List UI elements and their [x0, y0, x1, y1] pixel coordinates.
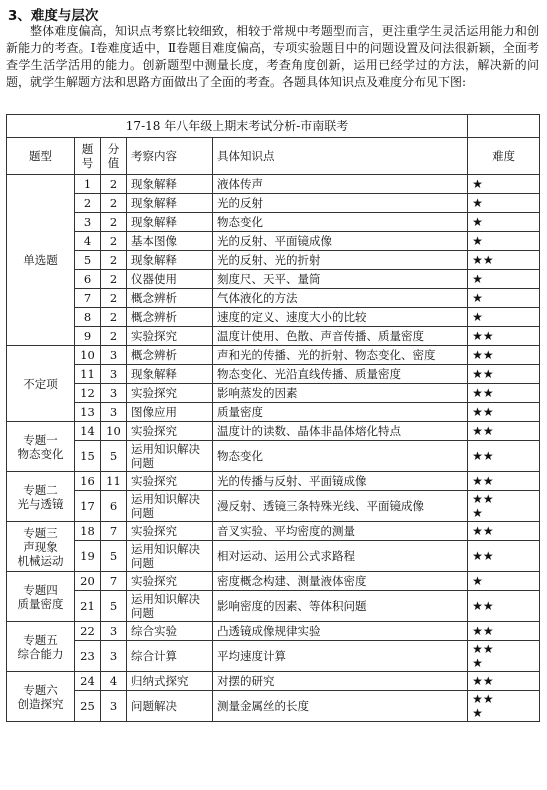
exam-content-cell: 现象解释: [127, 175, 213, 194]
knowledge-point-cell: 气体液化的方法: [213, 289, 468, 308]
question-type-cell: 不定项: [7, 346, 75, 422]
knowledge-point-cell: 液体传声: [213, 175, 468, 194]
table-row: [7, 541, 540, 572]
knowledge-point-cell: 声和光的传播、光的折射、物态变化、密度: [213, 346, 468, 365]
table-row: [7, 472, 540, 491]
knowledge-point-cell: 刻度尺、天平、量筒: [213, 270, 468, 289]
knowledge-point-cell: 温度计的读数、晶体非晶体熔化特点: [213, 422, 468, 441]
score-cell: 2: [101, 232, 127, 251]
exam-content-cell: 问题解决: [127, 691, 213, 722]
score-cell: 10: [101, 422, 127, 441]
score-cell: 2: [101, 175, 127, 194]
exam-content-cell: 基本图像: [127, 232, 213, 251]
question-number-cell: 15: [75, 441, 101, 472]
score-cell: 2: [101, 308, 127, 327]
knowledge-point-cell: 质量密度: [213, 403, 468, 422]
exam-content-cell: 归纳式探究: [127, 672, 213, 691]
difficulty-cell: ★★: [468, 541, 540, 572]
difficulty-cell: ★★ ★: [468, 691, 540, 722]
exam-content-cell: 运用知识解决问题: [127, 491, 213, 522]
knowledge-point-cell: 温度计使用、色散、声音传播、质量密度: [213, 327, 468, 346]
score-cell: 2: [101, 270, 127, 289]
exam-content-cell: 实验探究: [127, 522, 213, 541]
difficulty-cell: ★★: [468, 327, 540, 346]
question-number-cell: 20: [75, 572, 101, 591]
question-number-cell: 25: [75, 691, 101, 722]
knowledge-point-cell: 凸透镜成像规律实验: [213, 622, 468, 641]
difficulty-cell: ★★: [468, 622, 540, 641]
question-number-cell: 5: [75, 251, 101, 270]
question-number-cell: 1: [75, 175, 101, 194]
table-row: [7, 572, 540, 591]
exam-analysis-table: [6, 114, 540, 722]
difficulty-cell: ★: [468, 270, 540, 289]
score-cell: 3: [101, 346, 127, 365]
knowledge-point-cell: 光的反射: [213, 194, 468, 213]
question-number-cell: 18: [75, 522, 101, 541]
question-type-cell: 专题四 质量密度: [7, 572, 75, 622]
question-number-cell: 21: [75, 591, 101, 622]
table-row: [7, 491, 540, 522]
knowledge-point-cell: 物态变化: [213, 441, 468, 472]
exam-content-cell: 综合实验: [127, 622, 213, 641]
score-cell: 3: [101, 384, 127, 403]
question-number-cell: 10: [75, 346, 101, 365]
question-number-cell: 8: [75, 308, 101, 327]
question-number-cell: 12: [75, 384, 101, 403]
difficulty-cell: ★★: [468, 365, 540, 384]
exam-content-cell: 图像应用: [127, 403, 213, 422]
exam-content-cell: 仪器使用: [127, 270, 213, 289]
score-cell: 5: [101, 541, 127, 572]
question-number-cell: 4: [75, 232, 101, 251]
knowledge-point-cell: 漫反射、透镜三条特殊光线、平面镜成像: [213, 491, 468, 522]
question-number-cell: 16: [75, 472, 101, 491]
knowledge-point-cell: 影响蒸发的因素: [213, 384, 468, 403]
question-number-cell: 24: [75, 672, 101, 691]
knowledge-point-cell: 对摆的研究: [213, 672, 468, 691]
exam-content-cell: 运用知识解决问题: [127, 591, 213, 622]
question-number-cell: 11: [75, 365, 101, 384]
difficulty-cell: ★★ ★: [468, 491, 540, 522]
knowledge-point-cell: 测量金属丝的长度: [213, 691, 468, 722]
exam-content-cell: 现象解释: [127, 365, 213, 384]
question-type-cell: 专题三 声现象 机械运动: [7, 522, 75, 572]
header-num: 题号: [75, 138, 101, 175]
question-type-cell: 专题一 物态变化: [7, 422, 75, 472]
caption-empty-cell: [468, 115, 540, 138]
table-row: [7, 175, 540, 194]
knowledge-point-cell: 光的反射、光的折射: [213, 251, 468, 270]
table-row: [7, 327, 540, 346]
exam-content-cell: 现象解释: [127, 251, 213, 270]
table-row: [7, 641, 540, 672]
table-row: [7, 194, 540, 213]
score-cell: 5: [101, 591, 127, 622]
table-row: [7, 365, 540, 384]
header-content: 考察内容: [127, 138, 213, 175]
difficulty-cell: ★★ ★: [468, 641, 540, 672]
header-difficulty: 难度: [468, 138, 540, 175]
table-caption-row: [7, 115, 540, 138]
question-number-cell: 23: [75, 641, 101, 672]
knowledge-point-cell: 密度概念构建、测量液体密度: [213, 572, 468, 591]
difficulty-cell: ★: [468, 194, 540, 213]
score-cell: 3: [101, 622, 127, 641]
score-cell: 3: [101, 691, 127, 722]
difficulty-cell: ★★: [468, 346, 540, 365]
table-row: [7, 270, 540, 289]
table-row: [7, 403, 540, 422]
exam-content-cell: 实验探究: [127, 422, 213, 441]
exam-content-cell: 实验探究: [127, 384, 213, 403]
exam-content-cell: 运用知识解决问题: [127, 541, 213, 572]
difficulty-cell: ★★: [468, 403, 540, 422]
question-type-cell: 专题六 创造探究: [7, 672, 75, 722]
table-row: [7, 308, 540, 327]
question-number-cell: 6: [75, 270, 101, 289]
table-row: [7, 422, 540, 441]
question-type-cell: 专题五 综合能力: [7, 622, 75, 672]
score-cell: 2: [101, 194, 127, 213]
difficulty-cell: ★★: [468, 672, 540, 691]
score-cell: 7: [101, 522, 127, 541]
score-cell: 11: [101, 472, 127, 491]
difficulty-cell: ★: [468, 213, 540, 232]
exam-content-cell: 概念辨析: [127, 289, 213, 308]
difficulty-cell: ★★: [468, 251, 540, 270]
score-cell: 2: [101, 289, 127, 308]
question-number-cell: 22: [75, 622, 101, 641]
score-cell: 2: [101, 213, 127, 232]
exam-content-cell: 运用知识解决问题: [127, 441, 213, 472]
exam-content-cell: 概念辨析: [127, 308, 213, 327]
score-cell: 7: [101, 572, 127, 591]
difficulty-cell: ★: [468, 308, 540, 327]
exam-content-cell: 综合计算: [127, 641, 213, 672]
difficulty-cell: ★★: [468, 591, 540, 622]
table-header-row: [7, 138, 540, 175]
knowledge-point-cell: 影响密度的因素、等体积问题: [213, 591, 468, 622]
table-row: [7, 522, 540, 541]
exam-content-cell: 现象解释: [127, 194, 213, 213]
question-number-cell: 17: [75, 491, 101, 522]
knowledge-point-cell: 物态变化、光沿直线传播、质量密度: [213, 365, 468, 384]
table-row: [7, 691, 540, 722]
difficulty-cell: ★★: [468, 472, 540, 491]
question-number-cell: 19: [75, 541, 101, 572]
table-row: [7, 591, 540, 622]
header-knowledge: 具体知识点: [213, 138, 468, 175]
question-number-cell: 7: [75, 289, 101, 308]
exam-content-cell: 现象解释: [127, 213, 213, 232]
table-row: [7, 232, 540, 251]
knowledge-point-cell: 音叉实验、平均密度的测量: [213, 522, 468, 541]
table-row: [7, 213, 540, 232]
knowledge-point-cell: 相对运动、运用公式求路程: [213, 541, 468, 572]
table-row: [7, 346, 540, 365]
difficulty-cell: ★★: [468, 422, 540, 441]
score-cell: 4: [101, 672, 127, 691]
knowledge-point-cell: 物态变化: [213, 213, 468, 232]
header-score: 分值: [101, 138, 127, 175]
knowledge-point-cell: 光的传播与反射、平面镜成像: [213, 472, 468, 491]
exam-content-cell: 实验探究: [127, 572, 213, 591]
table-row: [7, 672, 540, 691]
question-type-cell: 单选题: [7, 175, 75, 346]
difficulty-cell: ★★: [468, 384, 540, 403]
table-caption: 17-18 年八年级上期末考试分析-市南联考: [7, 115, 468, 138]
score-cell: 3: [101, 641, 127, 672]
score-cell: 3: [101, 365, 127, 384]
question-type-cell: 专题二 光与透镜: [7, 472, 75, 522]
exam-content-cell: 实验探究: [127, 472, 213, 491]
table-row: [7, 622, 540, 641]
difficulty-cell: ★★: [468, 441, 540, 472]
score-cell: 6: [101, 491, 127, 522]
difficulty-cell: ★★: [468, 522, 540, 541]
score-cell: 5: [101, 441, 127, 472]
score-cell: 2: [101, 251, 127, 270]
difficulty-cell: ★: [468, 232, 540, 251]
exam-content-cell: 概念辨析: [127, 346, 213, 365]
question-number-cell: 2: [75, 194, 101, 213]
difficulty-cell: ★: [468, 289, 540, 308]
difficulty-cell: ★: [468, 175, 540, 194]
header-type: 题型: [7, 138, 75, 175]
difficulty-cell: ★: [468, 572, 540, 591]
table-row: [7, 251, 540, 270]
knowledge-point-cell: 光的反射、平面镜成像: [213, 232, 468, 251]
knowledge-point-cell: 平均速度计算: [213, 641, 468, 672]
question-number-cell: 13: [75, 403, 101, 422]
section-heading: 3、难度与层次: [8, 8, 99, 24]
score-cell: 2: [101, 327, 127, 346]
question-number-cell: 3: [75, 213, 101, 232]
question-number-cell: 9: [75, 327, 101, 346]
table-row: [7, 384, 540, 403]
knowledge-point-cell: 速度的定义、速度大小的比较: [213, 308, 468, 327]
score-cell: 3: [101, 403, 127, 422]
table-row: [7, 289, 540, 308]
intro-paragraph: 整体难度偏高，知识点考察比较细致，相较于常规中考题型而言，更注重学生灵活运用能力和创新能力的考查。Ⅰ卷难度适中，Ⅱ卷题目难度偏高，专项实验题目中的问题设置及问法很新颖，全面考查学生活学活用的能力。创新题型中测量长度，考查角度创新，运用已经学过的方法，解决新的问题，就学生解题方法和思路方面做出了全面的考查。各题具体知识点及难度分布见下图:: [6, 24, 539, 89]
exam-content-cell: 实验探究: [127, 327, 213, 346]
question-number-cell: 14: [75, 422, 101, 441]
table-row: [7, 441, 540, 472]
